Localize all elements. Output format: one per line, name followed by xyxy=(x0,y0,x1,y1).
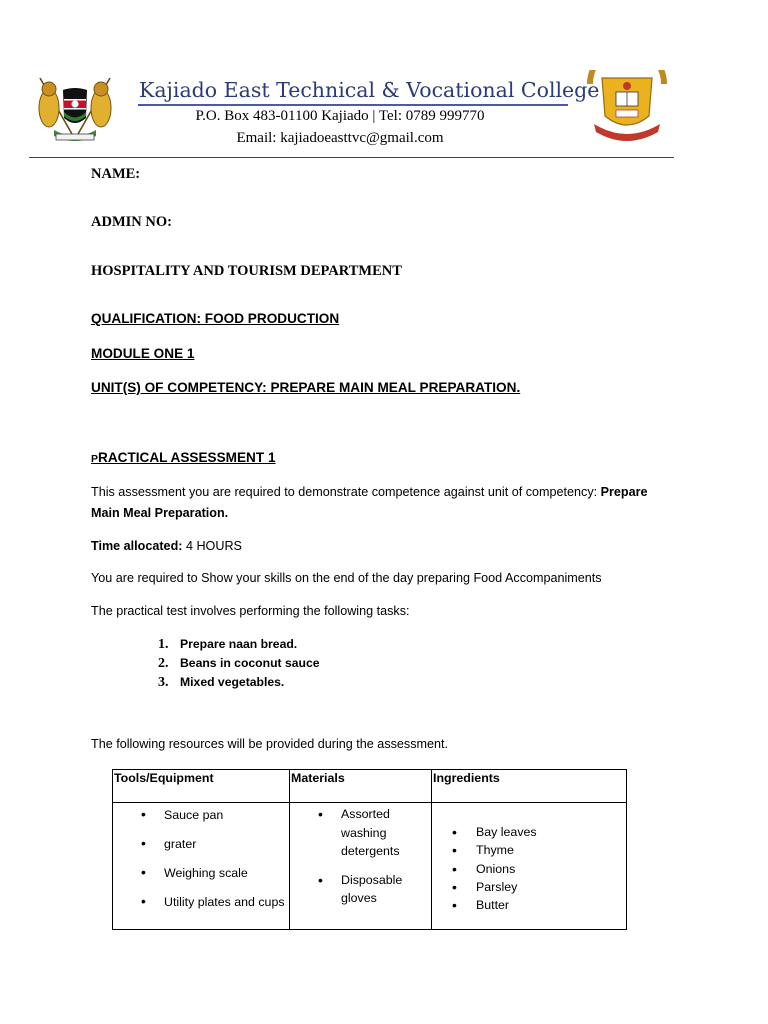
intro-text: This assessment you are required to demonstrate competence against unit of competency: xyxy=(91,485,601,499)
tool-item: Sauce pan xyxy=(164,808,224,822)
list-item xyxy=(432,896,626,914)
resources-table xyxy=(112,769,627,930)
bullet-icon: • xyxy=(318,806,323,822)
task-text: Prepare naan bread. xyxy=(180,637,298,651)
bullet-icon: • xyxy=(141,893,146,909)
bullet-icon: • xyxy=(452,897,457,914)
header-materials: Materials xyxy=(290,770,432,803)
list-item xyxy=(290,871,431,908)
bullet-icon: • xyxy=(452,860,457,877)
list-item xyxy=(158,654,320,673)
bullet-icon: • xyxy=(452,878,457,895)
list-item xyxy=(158,635,320,654)
task-number: 1. xyxy=(158,637,169,652)
list-item xyxy=(432,878,626,896)
task-number: 2. xyxy=(158,656,169,671)
materials-cell xyxy=(290,803,432,930)
time-value: 4 HOURS xyxy=(182,539,242,553)
module-heading: MODULE ONE 1 xyxy=(91,346,195,361)
list-item xyxy=(432,841,626,859)
tools-cell xyxy=(113,803,290,930)
list-item xyxy=(113,834,289,863)
list-item xyxy=(432,860,626,878)
bullet-icon: • xyxy=(318,871,323,888)
ingredients-cell xyxy=(432,803,627,930)
list-item xyxy=(113,892,289,921)
table-row xyxy=(113,803,627,930)
list-item xyxy=(290,805,431,861)
ingredient-item: Butter xyxy=(476,898,510,913)
bullet-icon: • xyxy=(141,864,146,880)
college-crest-logo xyxy=(582,70,672,146)
bullet-icon: • xyxy=(452,842,457,859)
header-ingredients: Ingredients xyxy=(432,770,627,803)
intro-paragraph xyxy=(91,482,671,524)
ingredient-item: Thyme xyxy=(476,843,514,858)
ingredient-item: Bay leaves xyxy=(476,825,537,839)
tasks-intro: The practical test involves performing the following tasks: xyxy=(91,604,410,618)
table-header-row xyxy=(113,770,627,803)
time-allocated xyxy=(91,536,671,557)
task-list xyxy=(158,635,320,692)
college-email: Email: kajiadoeasttvc@gmail.com xyxy=(236,130,444,146)
list-item xyxy=(113,805,289,834)
qualification-heading: QUALIFICATION: FOOD PRODUCTION xyxy=(91,311,340,326)
practical-initial: P xyxy=(91,453,99,465)
bullet-icon: • xyxy=(141,806,146,822)
practical-assessment-heading xyxy=(91,450,276,465)
resources-intro: The following resources will be provided during the assessment. xyxy=(91,737,449,751)
ingredient-item: Parsley xyxy=(476,879,518,894)
list-item xyxy=(113,863,289,892)
material-item: Assorted washing detergents xyxy=(341,807,400,858)
tool-item: grater xyxy=(164,837,197,851)
department-heading: HOSPITALITY AND TOURISM DEPARTMENT xyxy=(91,263,402,279)
header-tools: Tools/Equipment xyxy=(113,770,290,803)
tool-item: Utility plates and cups xyxy=(164,895,285,909)
admin-no-label: ADMIN NO: xyxy=(91,214,172,230)
tool-item: Weighing scale xyxy=(164,866,248,880)
ingredient-item: Onions xyxy=(476,861,516,876)
task-number: 3. xyxy=(158,675,169,690)
task-text: Beans in coconut sauce xyxy=(180,656,320,670)
intro-unit-name: Prepare Main Meal Preparation. xyxy=(91,485,648,520)
task-text: Mixed vegetables. xyxy=(180,675,285,689)
list-item xyxy=(432,823,626,841)
college-address: P.O. Box 483-01100 Kajiado | Tel: 0789 999770 xyxy=(195,108,485,124)
practical-title-rest: RACTICAL ASSESSMENT 1 xyxy=(98,450,276,465)
header-underline xyxy=(138,104,568,106)
skills-paragraph: You are required to Show your skills on the end of the day preparing Food Accompaniments xyxy=(91,571,602,585)
college-name: Kajiado East Technical & Vocational College xyxy=(139,78,600,102)
list-item xyxy=(158,673,320,692)
header-divider xyxy=(29,157,674,158)
bullet-icon: • xyxy=(452,824,457,840)
name-label: NAME: xyxy=(91,166,141,182)
unit-of-competency-heading: UNIT(S) OF COMPETENCY: PREPARE MAIN MEAL PREPARATION. xyxy=(91,380,521,395)
time-label: Time allocated: xyxy=(91,539,183,553)
material-item: Disposable gloves xyxy=(341,872,403,905)
kenya-coat-of-arms-logo xyxy=(34,68,116,146)
bullet-icon: • xyxy=(141,835,146,851)
